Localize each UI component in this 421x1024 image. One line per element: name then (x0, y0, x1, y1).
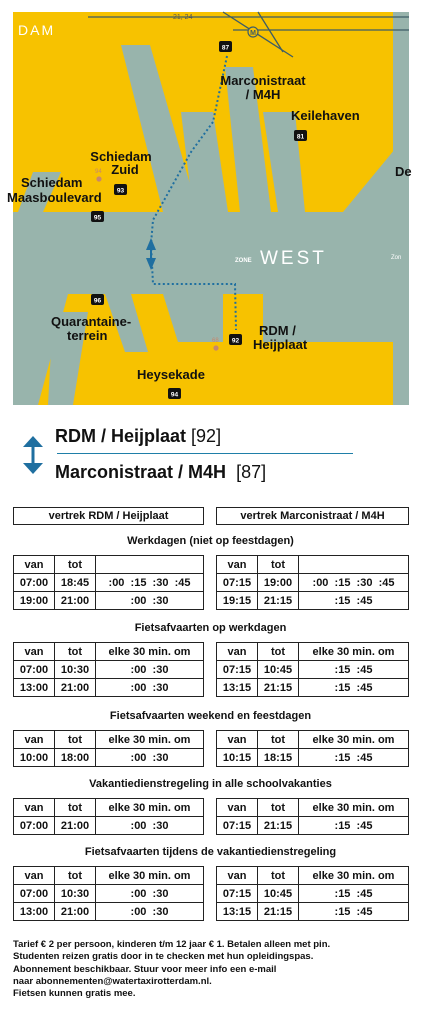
table-weekdays-right (216, 555, 409, 610)
route-from-name: RDM / Heijplaat (55, 426, 187, 446)
fare-line-5: Fietsen kunnen gratis mee. (13, 988, 136, 1000)
col-tot: tot (55, 731, 96, 749)
route-to-code: [87] (236, 462, 267, 482)
section-title-bike-weekend: Fietsafvaarten weekend en feestdagen (109, 710, 312, 722)
cell-minutes: :00 :30 (96, 817, 204, 835)
cell-tot: 18:15 (258, 749, 299, 767)
cell-van: 07:00 (14, 574, 55, 592)
cell-tot: 10:30 (55, 661, 96, 679)
table-row (14, 679, 204, 697)
col-van: van (14, 867, 55, 885)
col-interval: elke 30 min. om (96, 867, 204, 885)
cell-van: 19:15 (217, 592, 258, 610)
table-row (14, 885, 204, 903)
section-title-bike-holiday: Fietsafvaarten tijdens de vakantiedienstregeling (84, 846, 337, 858)
cell-minutes: :00 :30 (96, 903, 204, 921)
stop-code-92: 92 (231, 337, 240, 345)
col-interval: elke 30 min. om (299, 867, 409, 885)
cell-van: 19:00 (14, 592, 55, 610)
col-tot: tot (258, 643, 299, 661)
cell-tot: 18:00 (55, 749, 96, 767)
route-to (55, 462, 266, 483)
fare-line-4: naar abonnementen@watertaxirotterdam.nl. (13, 975, 212, 987)
cell-van: 07:15 (217, 661, 258, 679)
section-title-bike-weekdays: Fietsafvaarten op werkdagen (134, 622, 287, 634)
table-row (14, 661, 204, 679)
col-tot: tot (55, 799, 96, 817)
col-van: van (217, 799, 258, 817)
table-row (217, 661, 409, 679)
table-row (217, 749, 409, 767)
col-tot: tot (258, 556, 299, 574)
col-van: van (217, 643, 258, 661)
table-bike-holiday-right (216, 866, 409, 921)
col-van: van (14, 556, 55, 574)
table-bike-weekend-right (216, 730, 409, 767)
route-from (55, 426, 221, 447)
cell-tot: 10:30 (55, 885, 96, 903)
cell-tot: 21:00 (55, 903, 96, 921)
cell-van: 07:15 (217, 885, 258, 903)
route-to-name: Marconistraat / M4H (55, 462, 227, 482)
cell-van: 10:15 (217, 749, 258, 767)
fare-line-2: Studenten reizen gratis door in te checken met hun opleidingspas. (13, 951, 314, 963)
stop-maasboulevard-line1: Schiedam (21, 175, 83, 190)
cell-van: 07:15 (217, 574, 258, 592)
col-interval: elke 30 min. om (96, 643, 204, 661)
route-title (13, 420, 409, 490)
cell-tot: 21:00 (55, 679, 96, 697)
col-interval: elke 30 min. om (96, 731, 204, 749)
cell-tot: 19:00 (258, 574, 299, 592)
table-row (14, 749, 204, 767)
top-lines-label: 21, 24 (173, 14, 193, 21)
col-tot: tot (258, 799, 299, 817)
col-tot: tot (258, 731, 299, 749)
cell-van: 13:15 (217, 903, 258, 921)
table-bike-weekdays-right (216, 642, 409, 697)
table-row (14, 903, 204, 921)
table-row (217, 903, 409, 921)
stop-keilehaven-label: Keilehaven (291, 108, 360, 123)
col-van: van (217, 867, 258, 885)
table-row (14, 574, 204, 592)
table-holiday-right (216, 798, 409, 835)
col-interval: elke 30 min. om (299, 643, 409, 661)
fare-info (13, 939, 413, 1000)
table-holiday-left (13, 798, 204, 835)
stop-extra-68: 68 (212, 338, 219, 344)
col-tot: tot (55, 867, 96, 885)
cell-van: 13:15 (217, 679, 258, 697)
stop-code-96: 96 (93, 297, 102, 305)
stop-schiedamzuid-line1: Schiedam (90, 149, 152, 164)
col-interval (96, 556, 204, 574)
cell-van: 13:00 (14, 903, 55, 921)
stop-quarantaine-line1: Quarantaine- (51, 314, 132, 329)
cell-minutes: :15 :45 (299, 817, 409, 835)
col-tot: tot (55, 643, 96, 661)
cell-minutes: :15 :45 (299, 679, 409, 697)
cell-minutes: :15 :45 (299, 592, 409, 610)
header-depart-marconistraat: vertrek Marconistraat / M4H (216, 507, 409, 525)
zone-west-label: WEST (260, 248, 327, 269)
stop-extra-94: 94 (95, 169, 102, 175)
stop-quarantaine-line2: terrein (67, 328, 108, 343)
cell-van: 13:00 (14, 679, 55, 697)
cell-tot: 21:00 (55, 592, 96, 610)
zone-small-left: ZONE (235, 258, 252, 264)
table-row (217, 817, 409, 835)
table-bike-weekdays-left (13, 642, 204, 697)
cell-tot: 10:45 (258, 661, 299, 679)
stop-rdm-line2: Heijplaat (253, 337, 308, 352)
cell-van: 07:00 (14, 817, 55, 835)
cell-tot: 21:15 (258, 817, 299, 835)
cell-minutes: :15 :45 (299, 661, 409, 679)
cell-tot: 21:15 (258, 903, 299, 921)
stop-code-94: 94 (170, 391, 179, 399)
col-tot: tot (55, 556, 96, 574)
col-tot: tot (258, 867, 299, 885)
cell-van: 10:00 (14, 749, 55, 767)
cell-tot: 21:00 (55, 817, 96, 835)
table-row (14, 817, 204, 835)
col-van: van (14, 643, 55, 661)
cell-van: 07:00 (14, 661, 55, 679)
cell-minutes: :00 :30 (96, 749, 204, 767)
header-depart-rdm: vertrek RDM / Heijplaat (13, 507, 204, 525)
fare-line-3: Abonnement beschikbaar. Stuur voor meer info een e-mail (13, 963, 277, 975)
col-interval: elke 30 min. om (299, 731, 409, 749)
route-from-code: [92] (191, 426, 222, 446)
table-weekdays-left (13, 555, 204, 610)
cell-tot: 18:45 (55, 574, 96, 592)
table-row (217, 885, 409, 903)
stop-code-93: 93 (116, 187, 125, 195)
stop-marconistraat-line1: Marconistraat (220, 73, 306, 88)
stop-rdm-line1: RDM / (259, 323, 296, 338)
col-interval (299, 556, 409, 574)
cell-minutes: :00 :30 (96, 592, 204, 610)
table-row (14, 592, 204, 610)
metro-letter: M (250, 30, 256, 37)
cell-minutes: :00 :15 :30 :45 (96, 574, 204, 592)
zone-small-right: Zon (391, 255, 402, 261)
table-row (217, 679, 409, 697)
area-map (7, 12, 412, 405)
cell-minutes: :00 :30 (96, 679, 204, 697)
cell-minutes: :00 :30 (96, 661, 204, 679)
table-row (217, 574, 409, 592)
stop-code-81: 81 (296, 133, 305, 141)
cell-minutes: :00 :30 (96, 885, 204, 903)
table-bike-weekend-left (13, 730, 204, 767)
col-van: van (217, 556, 258, 574)
cell-minutes: :00 :15 :30 :45 (299, 574, 409, 592)
table-bike-holiday-left (13, 866, 204, 921)
cell-van: 07:15 (217, 817, 258, 835)
stop-schiedamzuid-line2: Zuid (111, 162, 139, 177)
cell-minutes: :15 :45 (299, 749, 409, 767)
col-van: van (14, 731, 55, 749)
col-interval: elke 30 min. om (299, 799, 409, 817)
fare-line-1: Tarief € 2 per persoon, kinderen t/m 12 jaar € 1. Betalen alleen met pin. (13, 939, 331, 950)
cell-tot: 21:15 (258, 592, 299, 610)
cell-tot: 21:15 (258, 679, 299, 697)
section-title-holiday: Vakantiedienstregeling in alle schoolvakanties (89, 778, 332, 790)
cell-van: 07:00 (14, 885, 55, 903)
col-van: van (14, 799, 55, 817)
stop-code-87: 87 (221, 44, 230, 52)
stop-code-95: 95 (93, 214, 102, 222)
stop-marconistraat-line2: / M4H (245, 87, 281, 102)
partial-label: De (395, 164, 412, 179)
stop-maasboulevard-line2: Maasboulevard (7, 190, 102, 205)
col-van: van (217, 731, 258, 749)
route-divider (57, 453, 353, 454)
cell-minutes: :15 :45 (299, 903, 409, 921)
cell-tot: 10:45 (258, 885, 299, 903)
table-row (217, 592, 409, 610)
col-interval: elke 30 min. om (96, 799, 204, 817)
zone-dam-label: DAM (18, 22, 56, 38)
stop-heysekade-label: Heysekade (137, 367, 205, 382)
cell-minutes: :15 :45 (299, 885, 409, 903)
section-title-weekdays: Werkdagen (niet op feestdagen) (127, 535, 294, 547)
